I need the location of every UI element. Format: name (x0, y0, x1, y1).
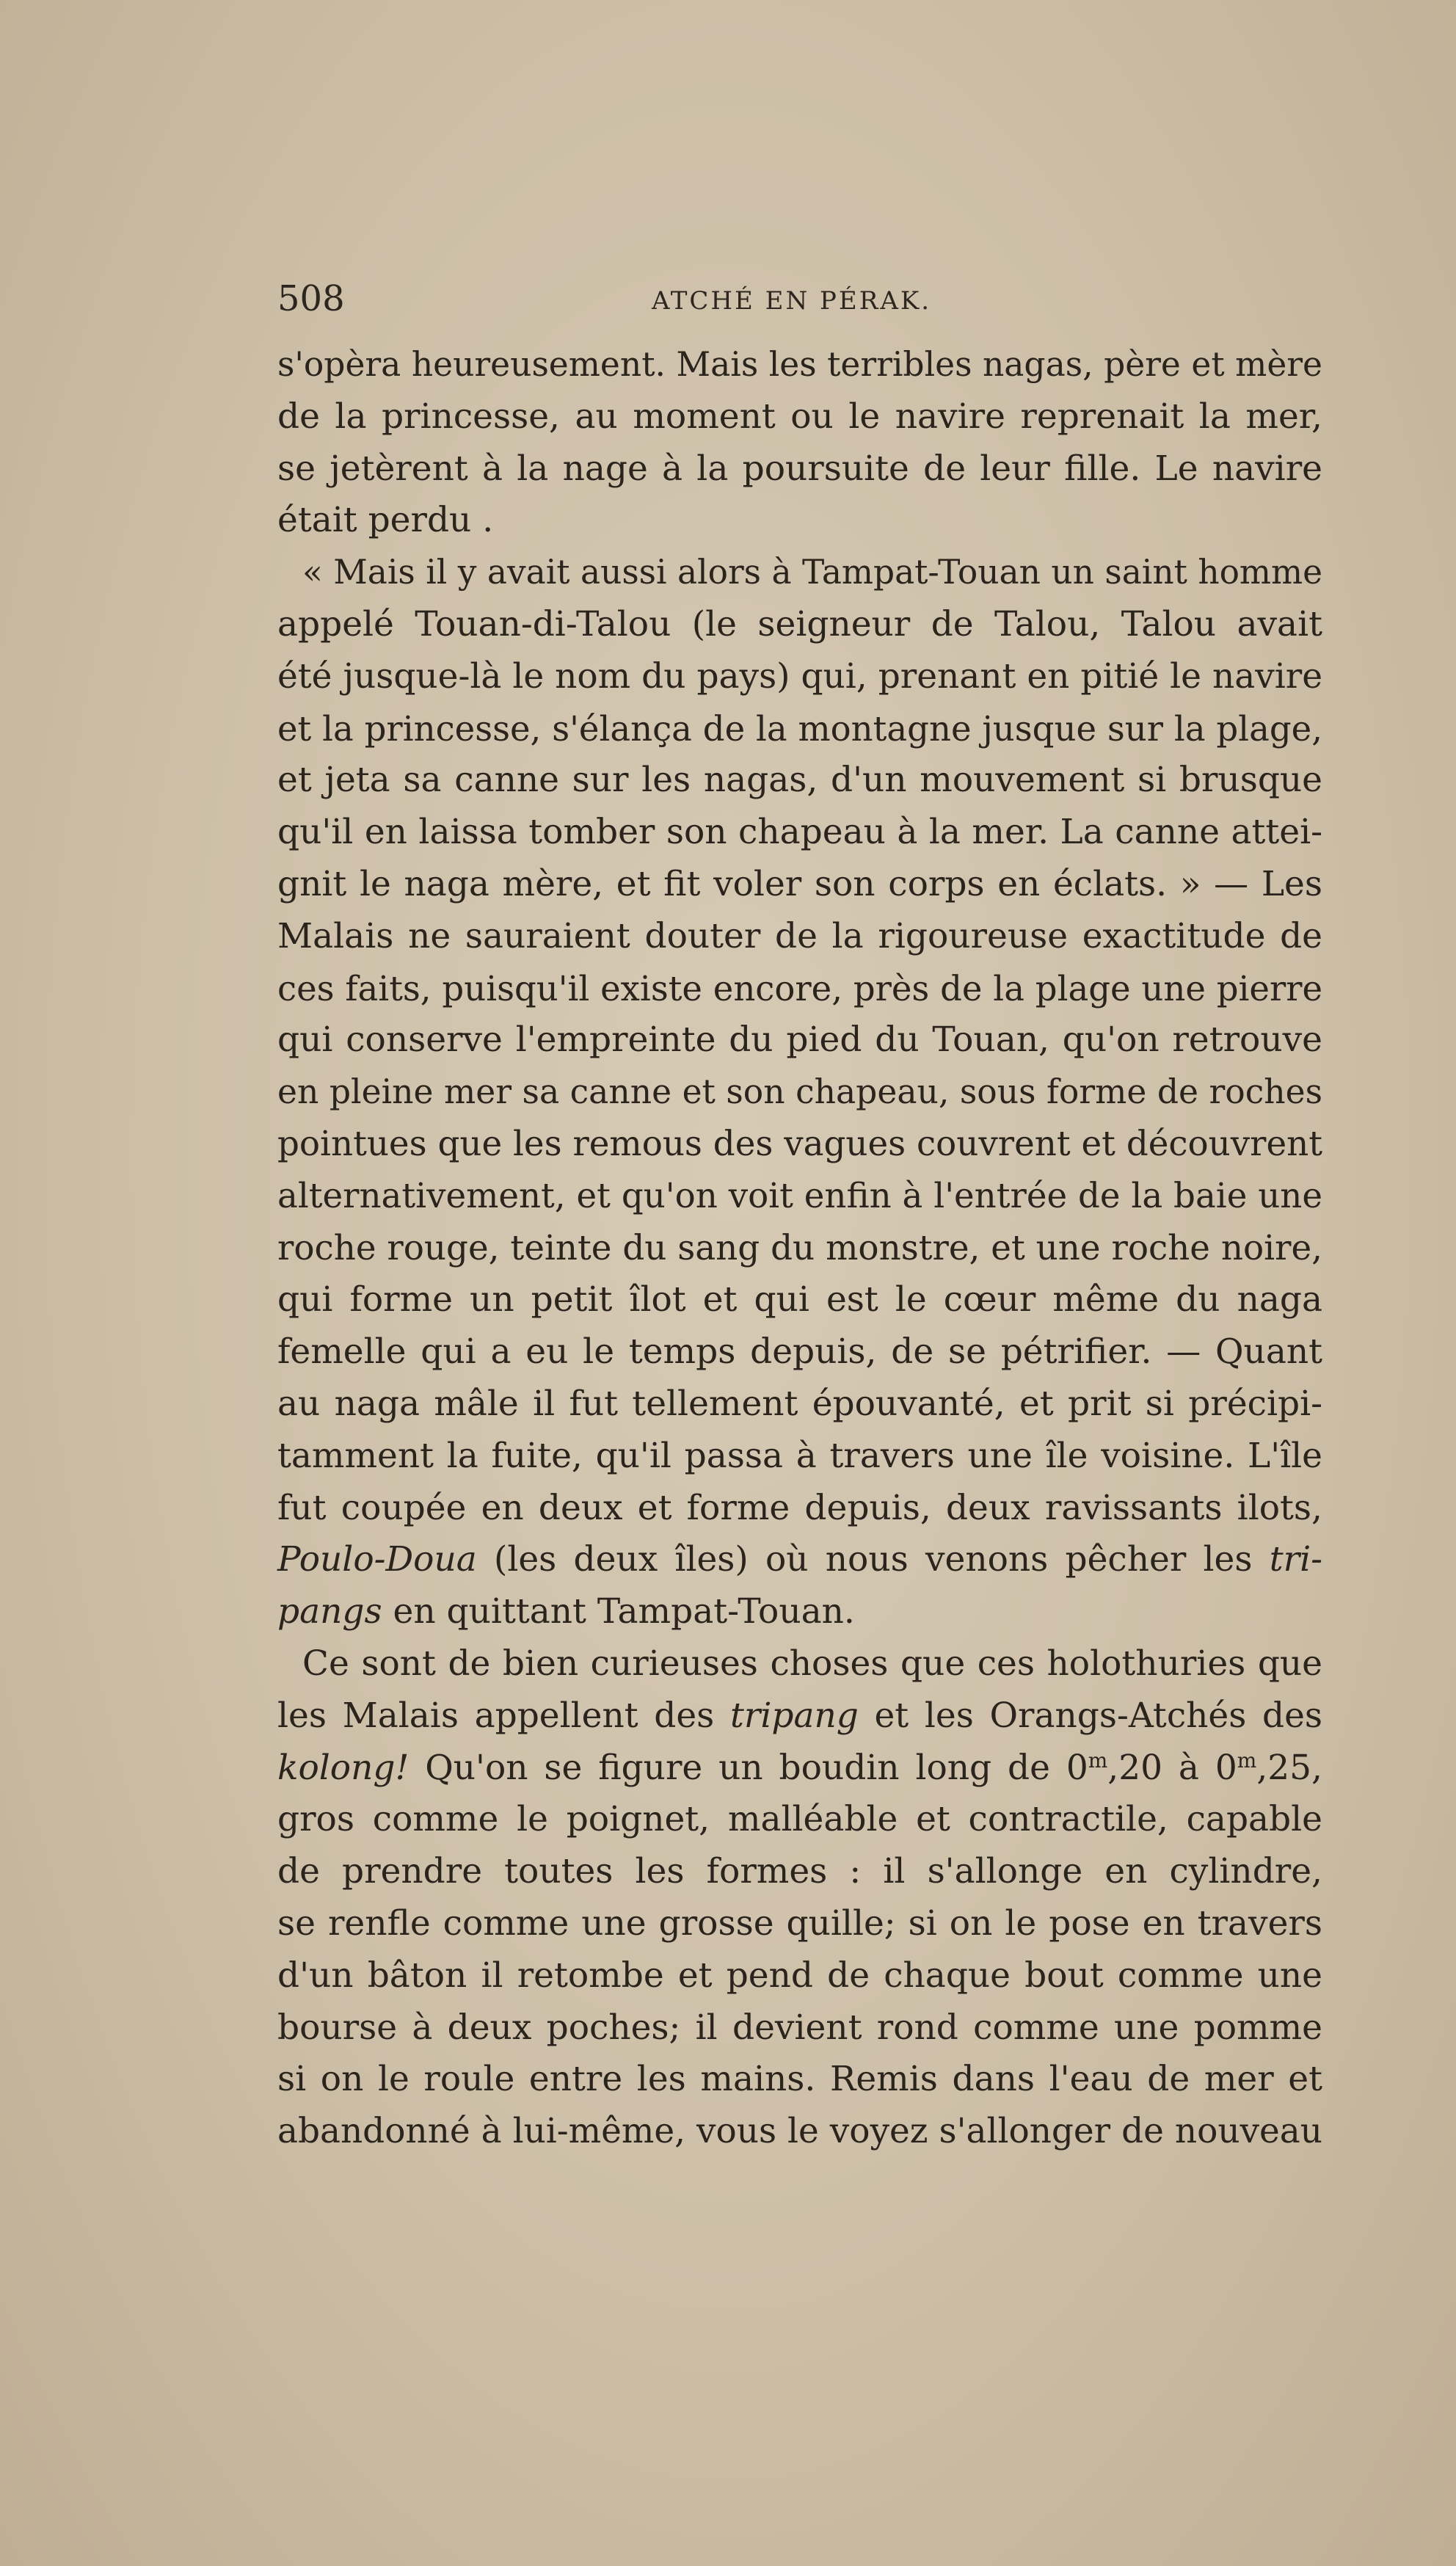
text-line: Malais ne sauraient douter de la rigoureuse exactitude de (277, 915, 1322, 956)
text-line: ces faits, puisqu'il existe encore, près de la plage une pierre (277, 968, 1322, 1008)
text-line: bourse à deux poches; il devient rond comme une pomme (277, 2007, 1322, 2048)
text-line: kolong! Qu'on se figure un boudin long de 0$^m$,20 à 0$^m$,25, (277, 1747, 1322, 1788)
text-line: roche rouge, teinte du sang du monstre, et une roche noire, (277, 1228, 1322, 1268)
italic-term: kolong! (277, 1747, 410, 1788)
text-line: fut coupée en deux et forme depuis, deux ravissants ilots, (277, 1487, 1322, 1528)
text-line: Ce sont de bien curieuses choses que ces holothuries que (302, 1643, 1322, 1684)
page-number: 508 (277, 278, 345, 319)
unit-superscript: m (1237, 1748, 1257, 1773)
text-line: se jetèrent à la nage à la poursuite de leur fille. Le navire (277, 448, 1322, 489)
text-line: de prendre toutes les formes : il s'allonge en cylindre, (277, 1851, 1322, 1892)
text-line: tamment la fuite, qu'il passa à travers une île voisine. L'île (277, 1435, 1322, 1476)
text-line: qui forme un petit îlot et qui est le cœur même du naga (277, 1279, 1322, 1320)
text-line: si on le roule entre les mains. Remis dans l'eau de mer et (277, 2059, 1322, 2100)
text-line: abandonné à lui-même, vous le voyez s'allonger de nouveau (277, 2111, 1322, 2152)
text-line: « Mais il y avait aussi alors à Tampat-Touan un saint homme (302, 553, 1322, 592)
text-line: Poulo-Doua (les deux îles) où nous venons pêcher les tri- (277, 1539, 1322, 1580)
text-line: qui conserve l'empreinte du pied du Touan, qu'on retrouve (277, 1020, 1322, 1061)
text-line: en pleine mer sa canne et son chapeau, sous forme de roches (277, 1072, 1322, 1112)
text-line: gnit le naga mère, et fit voler son corps en éclats. » — Les (277, 863, 1322, 904)
text-line: s'opèra heureusement. Mais les terribles nagas, père et mère (277, 345, 1322, 384)
text-line: et la princesse, s'élança de la montagne jusque sur la plage, (277, 708, 1322, 749)
text-line: pangs en quittant Tampat-Touan. (277, 1591, 855, 1632)
italic-term: pangs (277, 1591, 382, 1632)
text-line: appelé Touan-di-Talou (le seigneur de Talou, Talou avait (277, 603, 1322, 644)
text-line: se renfle comme une grosse quille; si on le pose en travers (277, 1902, 1322, 1944)
text-line: gros comme le poignet, malléable et contractile, capable (277, 1799, 1322, 1840)
text-line: femelle qui a eu le temps depuis, de se pétrifier. — Quant (277, 1331, 1322, 1373)
italic-term: tripang (730, 1695, 859, 1736)
italic-term: tri- (1269, 1539, 1322, 1580)
italic-place-name: Poulo-Doua (277, 1539, 477, 1580)
text-line: qu'il en laissa tomber son chapeau à la mer. La canne attei- (277, 812, 1322, 853)
text-line: d'un bâton il retombe et pend de chaque bout comme une (277, 1955, 1322, 1996)
body-text (277, 339, 1322, 2158)
text-line: au naga mâle il fut tellement épouvanté, et prit si précipi- (277, 1383, 1322, 1424)
text-line: de la princesse, au moment ou le navire reprenait la mer, (277, 396, 1322, 437)
running-title: ATCHÉ EN PÉRAK. (652, 286, 932, 316)
text-line: été jusque-là le nom du pays) qui, prenant en pitié le navire (277, 655, 1322, 697)
text-line: alternativement, et qu'on voit enfin à l'entrée de la baie une (277, 1176, 1322, 1216)
text-line: et jeta sa canne sur les nagas, d'un mouvement si brusque (277, 760, 1322, 801)
text-line: pointues que les remous des vagues couvrent et découvrent (277, 1124, 1322, 1164)
text-line: était perdu . (277, 500, 494, 541)
text-line: les Malais appellent des tripang et les Orangs-Atchés des (277, 1695, 1322, 1736)
unit-superscript: m (1088, 1748, 1108, 1773)
running-head (277, 273, 1327, 324)
